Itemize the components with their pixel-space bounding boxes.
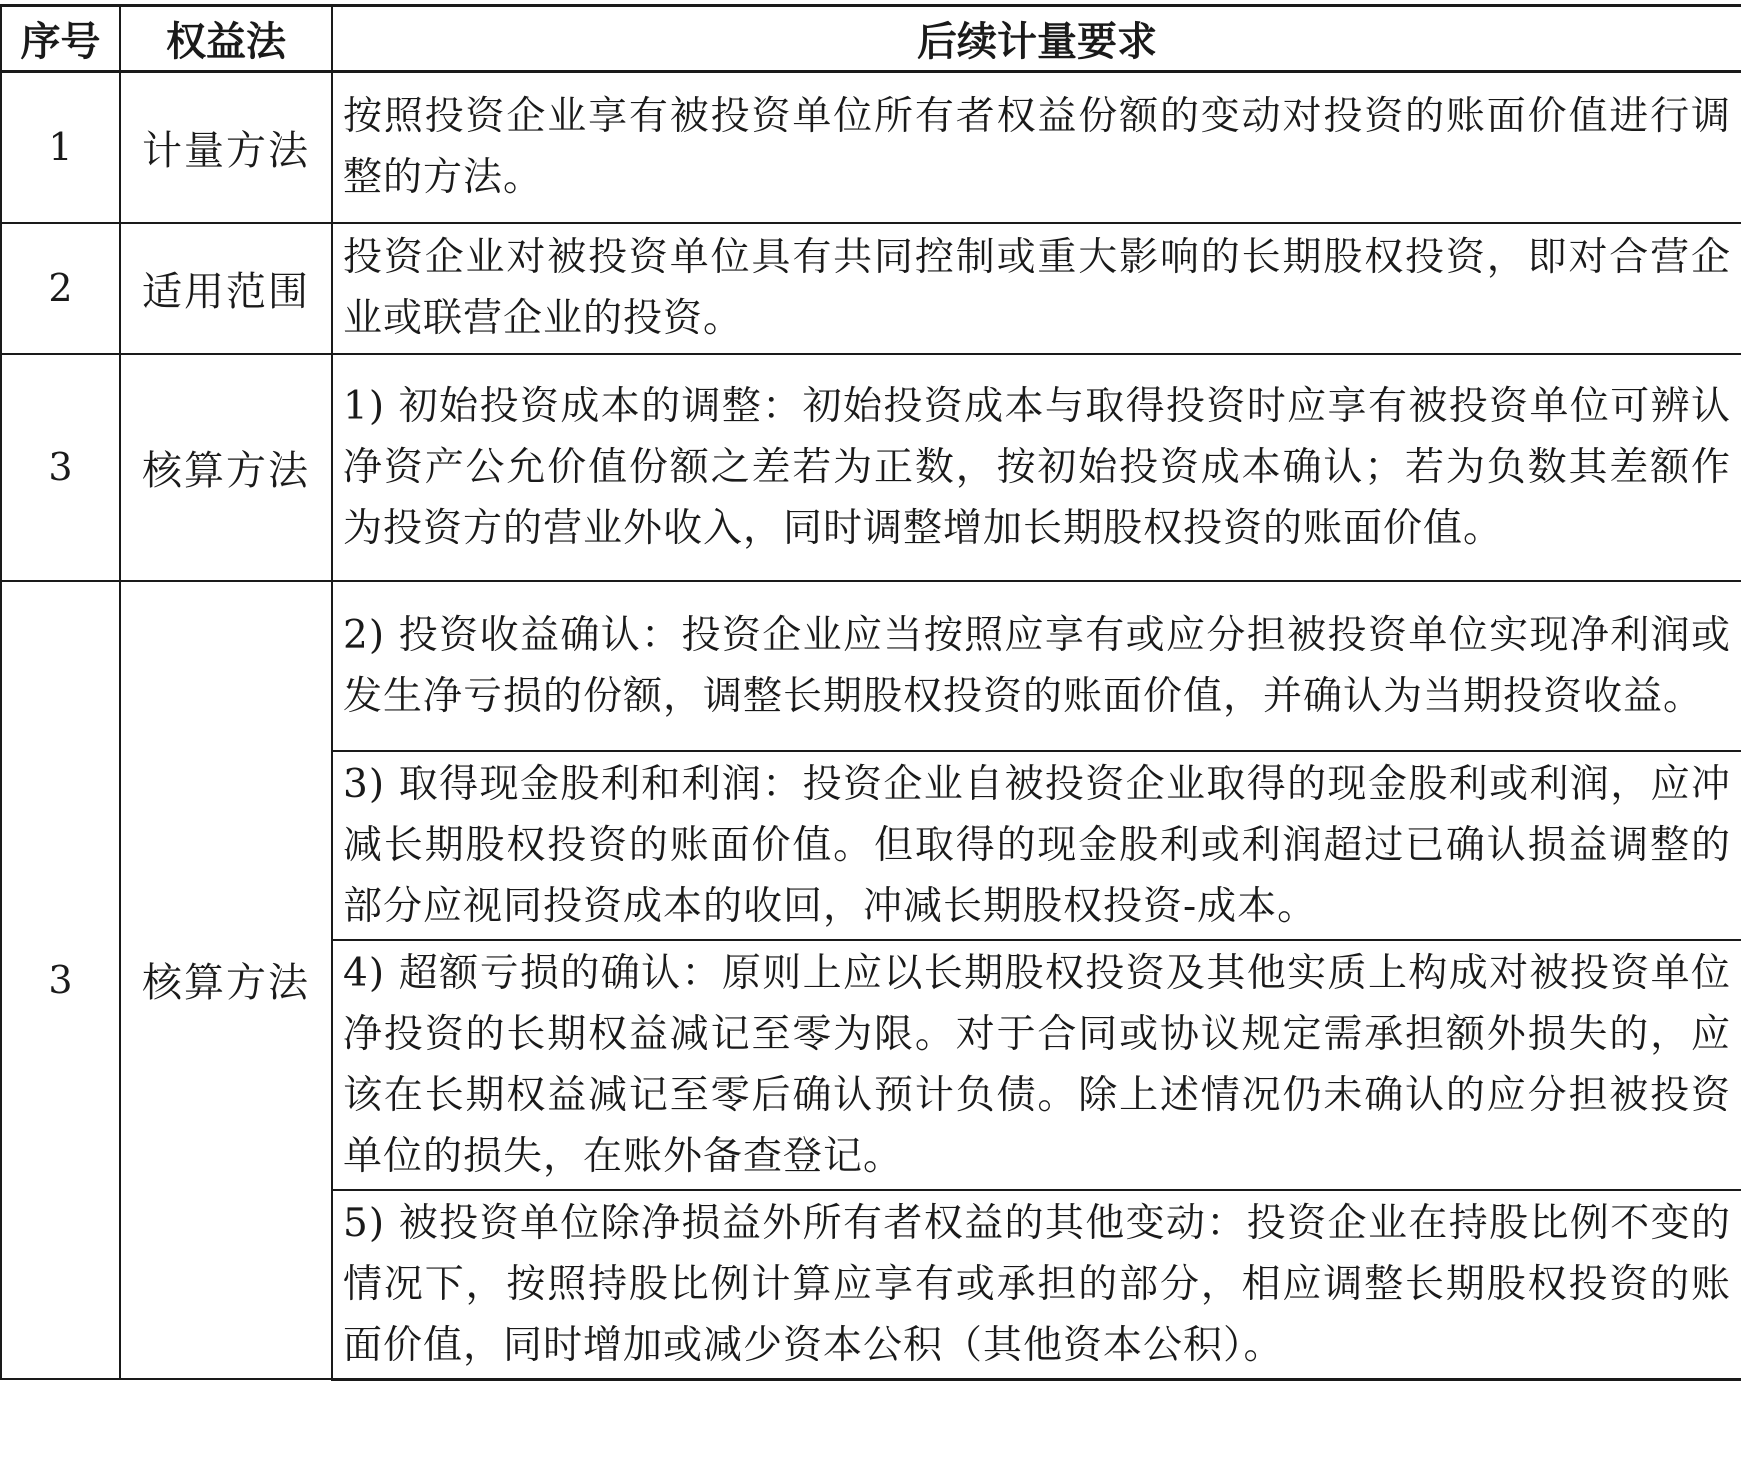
row-requirement-sub-2: 2) 投资收益确认：投资企业应当按照应享有或应分担被投资单位实现净利润或发生净亏损的份额，调整长期股权投资的账面价值，并确认为当期投资收益。 — [332, 581, 1741, 751]
table-row — [1, 354, 1741, 581]
table-row — [1, 72, 1741, 223]
equity-method-table — [0, 4, 1741, 1381]
header-method: 权益法 — [120, 6, 332, 72]
row-index: 3 — [1, 581, 120, 1380]
header-index: 序号 — [1, 6, 120, 72]
row-index: 1 — [1, 72, 120, 223]
row-method: 适用范围 — [120, 223, 332, 354]
row-requirement-sub-5: 5) 被投资单位除净损益外所有者权益的其他变动：投资企业在持股比例不变的情况下，按照持股比例计算应享有或承担的部分，相应调整长期股权投资的账面价值，同时增加或减少资本公积（其他资本公积）。 — [332, 1190, 1741, 1380]
row-requirement: 投资企业对被投资单位具有共同控制或重大影响的长期股权投资，即对合营企业或联营企业的投资。 — [332, 223, 1741, 354]
row-method: 计量方法 — [120, 72, 332, 223]
row-method: 核算方法 — [120, 354, 332, 581]
row-requirement: 按照投资企业享有被投资单位所有者权益份额的变动对投资的账面价值进行调整的方法。 — [332, 72, 1741, 223]
row-requirement: 1) 初始投资成本的调整：初始投资成本与取得投资时应享有被投资单位可辨认净资产公允价值份额之差若为正数，按初始投资成本确认；若为负数其差额作为投资方的营业外收入，同时调整增加长期股权投资的账面价值。 — [332, 354, 1741, 581]
row-requirement-sub-3: 3) 取得现金股利和利润：投资企业自被投资企业取得的现金股利或利润，应冲减长期股权投资的账面价值。但取得的现金股利或利润超过已确认损益调整的部分应视同投资成本的收回，冲减长期股权投资-成本。 — [332, 751, 1741, 940]
row-requirement-sub-4: 4) 超额亏损的确认：原则上应以长期股权投资及其他实质上构成对被投资单位净投资的长期权益减记至零为限。对于合同或协议规定需承担额外损失的，应该在长期权益减记至零后确认预计负债。除上述情况仍未确认的应分担被投资单位的损失，在账外备查登记。 — [332, 940, 1741, 1190]
row-index: 3 — [1, 354, 120, 581]
table-row — [1, 581, 1741, 751]
table-header-row — [1, 6, 1741, 72]
row-index: 2 — [1, 223, 120, 354]
table-row — [1, 223, 1741, 354]
header-requirement: 后续计量要求 — [332, 6, 1741, 72]
row-method: 核算方法 — [120, 581, 332, 1380]
